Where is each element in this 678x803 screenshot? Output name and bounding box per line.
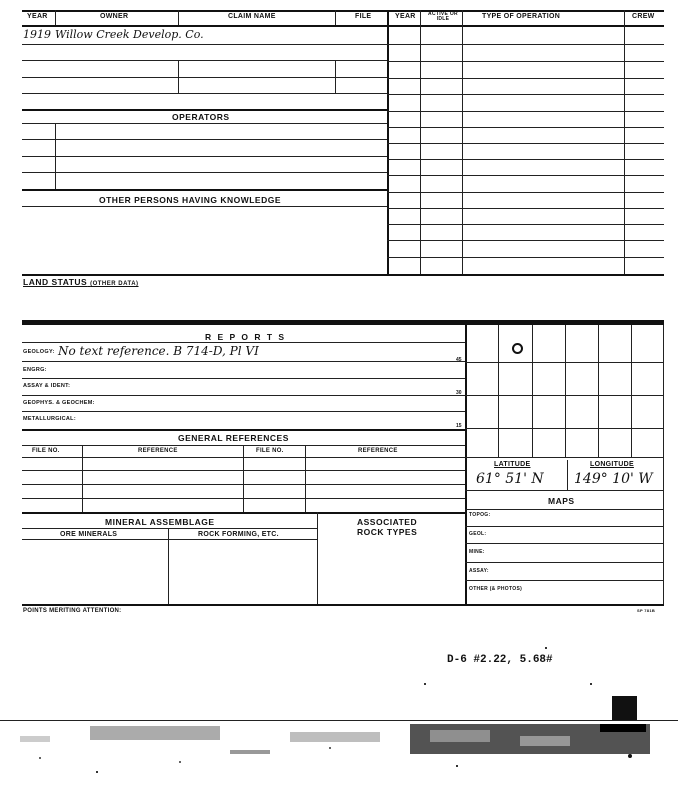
gr-col-reference-2: REFERENCE bbox=[358, 448, 398, 454]
maps-heading: MAPS bbox=[548, 496, 575, 506]
general-references-heading: GENERAL REFERENCES bbox=[178, 433, 289, 443]
rock-forming-label: ROCK FORMING, ETC. bbox=[198, 531, 279, 538]
header-claim-name: CLAIM NAME bbox=[228, 13, 276, 20]
gr-col-file-1: FILE NO. bbox=[32, 448, 60, 454]
scan-speck bbox=[545, 647, 547, 649]
form-number: SP 781B bbox=[637, 608, 656, 613]
header-owner: OWNER bbox=[100, 13, 129, 20]
latitude-value: 61° 51' N bbox=[476, 471, 544, 487]
scan-speck bbox=[96, 771, 98, 773]
longitude-value: 149° 10' W bbox=[574, 471, 653, 487]
mineral-assemblage-heading: MINERAL ASSEMBLAGE bbox=[105, 517, 215, 527]
report-geology-value: No text reference. B 714-D, Pl VI bbox=[58, 344, 259, 358]
maps-geol: GEOL: bbox=[469, 531, 487, 537]
gr-col-reference-1: REFERENCE bbox=[138, 448, 178, 454]
associated-label: ASSOCIATED bbox=[357, 517, 418, 527]
header-crew: CREW bbox=[632, 13, 655, 20]
operators-heading: OPERATORS bbox=[172, 112, 230, 122]
scan-noise-band bbox=[0, 718, 678, 768]
maps-topog: TOPOG: bbox=[469, 512, 491, 518]
ore-minerals-label: ORE MINERALS bbox=[60, 531, 118, 538]
gr-col-file-2: FILE NO. bbox=[256, 448, 284, 454]
header-file: FILE bbox=[355, 13, 372, 20]
report-assay-label: ASSAY & IDENT: bbox=[23, 383, 71, 389]
reports-title: R E P O R T S bbox=[205, 332, 287, 342]
latitude-label: LATITUDE bbox=[494, 461, 531, 468]
report-num-15: 15 bbox=[456, 423, 462, 429]
rock-types-label: ROCK TYPES bbox=[357, 527, 418, 537]
report-num-30: 30 bbox=[456, 390, 462, 396]
file-stamp: D-6 #2.22, 5.68# bbox=[447, 654, 553, 666]
header-active-or-idle: ACTIVE OR IDLE bbox=[428, 11, 458, 22]
report-geology-label: GEOLOGY: bbox=[23, 349, 55, 355]
report-engrg-label: ENGRG: bbox=[23, 367, 47, 373]
report-num-45: 45 bbox=[456, 357, 462, 363]
maps-mine: MINE: bbox=[469, 549, 485, 555]
report-metallurgical-label: METALLURGICAL: bbox=[23, 416, 76, 422]
section-marker-icon bbox=[512, 343, 523, 354]
first-entry-year: 1919 bbox=[23, 28, 51, 41]
scan-speck bbox=[456, 765, 458, 767]
maps-assay: ASSAY: bbox=[469, 568, 489, 574]
longitude-label: LONGITUDE bbox=[590, 461, 634, 468]
header-year-2: YEAR bbox=[395, 13, 416, 20]
first-entry-owner: Willow Creek Develop. Co. bbox=[55, 28, 204, 41]
header-year: YEAR bbox=[27, 13, 48, 20]
maps-other: OTHER (& PHOTOS) bbox=[469, 586, 523, 592]
reports-top-bar bbox=[22, 320, 664, 325]
header-type-of-operation: TYPE OF OPERATION bbox=[482, 13, 561, 20]
points-meriting-attention: POINTS MERITING ATTENTION: bbox=[23, 608, 122, 614]
report-geophys-label: GEOPHYS. & GEOCHEM: bbox=[23, 400, 95, 406]
scan-noise-svg bbox=[0, 718, 678, 768]
land-status-label: LAND STATUS bbox=[23, 277, 88, 287]
scan-speck bbox=[424, 683, 426, 685]
scan-speck bbox=[590, 683, 592, 685]
other-persons-heading: OTHER PERSONS HAVING KNOWLEDGE bbox=[99, 195, 282, 205]
land-status-sub: (OTHER DATA) bbox=[90, 281, 139, 287]
land-status-heading bbox=[23, 277, 139, 287]
